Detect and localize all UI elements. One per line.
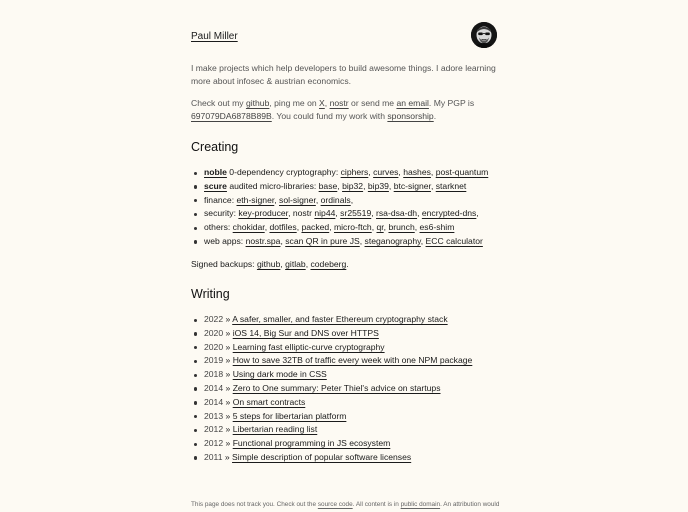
list-item	[191, 396, 511, 410]
list-item	[191, 368, 511, 382]
separator: »	[225, 424, 231, 435]
item-text: security:	[204, 208, 239, 219]
post-year: 2014	[204, 396, 224, 407]
list-item: finance: eth-signer, sol-signer, ordinals,	[191, 194, 511, 208]
contact-text: .	[433, 111, 437, 122]
post-link[interactable]: Simple description of popular software licenses	[232, 451, 412, 462]
separator: »	[225, 327, 231, 338]
list-item: web apps: nostr.spa, scan QR in pure JS, steganography, ECC calculator	[191, 235, 511, 249]
post-year: 2012	[204, 424, 224, 435]
post-link[interactable]: 5 steps for libertarian platform	[232, 410, 347, 421]
post-year: 2020	[204, 327, 224, 338]
post-year: 2011	[204, 451, 223, 462]
project-link[interactable]: packed	[301, 222, 330, 233]
project-link[interactable]: ordinals	[320, 194, 351, 205]
signed-label: Signed backups:	[191, 259, 257, 269]
project-link[interactable]: ciphers	[340, 167, 369, 177]
item-text: web apps:	[204, 235, 246, 246]
x-link[interactable]: X	[319, 98, 325, 108]
list-item	[191, 382, 511, 396]
post-link[interactable]: Libertarian reading list	[232, 424, 318, 435]
project-link[interactable]: ECC calculator	[425, 235, 483, 246]
list-item	[191, 451, 511, 465]
item-text: , nostr	[288, 208, 315, 219]
separator: »	[225, 410, 231, 421]
project-link[interactable]: starknet	[435, 180, 467, 191]
project-link[interactable]: micro-ftch	[333, 222, 372, 233]
post-year: 2019	[204, 355, 224, 366]
home-link[interactable]: Paul Miller	[191, 31, 238, 42]
post-link[interactable]: On smart contracts	[232, 396, 306, 407]
list-item	[191, 341, 511, 355]
post-link[interactable]: Learning fast elliptic-curve cryptography	[232, 341, 385, 352]
header	[191, 0, 497, 58]
item-text: others:	[204, 222, 233, 233]
list-item: noble 0-dependency cryptography: ciphers, curves, hashes, post-quantum	[191, 166, 511, 180]
post-year: 2014	[204, 382, 224, 393]
list-item	[191, 410, 511, 424]
contact-text: . You could fund my work with	[271, 111, 388, 122]
post-link[interactable]: How to save 32TB of traffic every week with one NPM package	[232, 355, 473, 366]
item-text: 0-dependency cryptography:	[226, 167, 341, 177]
project-link[interactable]: chokidar	[232, 222, 265, 233]
project-link[interactable]: es6-shim	[419, 222, 455, 233]
project-link[interactable]: hashes	[403, 167, 431, 177]
list-item: security: key-producer, nostr nip44, sr25519, rsa-dsa-dh, encrypted-dns,	[191, 207, 511, 221]
project-link[interactable]: sr25519	[340, 208, 372, 219]
project-link[interactable]: sol-signer	[279, 194, 316, 205]
writing-heading: Writing	[191, 287, 230, 301]
post-link[interactable]: A safer, smaller, and faster Ethereum cryptography stack	[232, 314, 448, 324]
contact-text: , ping me on	[269, 98, 320, 108]
writing-list	[191, 313, 511, 465]
post-link[interactable]: Zero to One summary: Peter Thiel's advice on startups	[232, 382, 441, 393]
list-item	[191, 327, 511, 341]
project-link[interactable]: rsa-dsa-dh	[376, 208, 418, 219]
post-link[interactable]: iOS 14, Big Sur and DNS over HTTPS	[232, 327, 379, 338]
avatar-portrait-icon	[471, 22, 497, 48]
item-text: finance:	[204, 194, 237, 205]
project-link[interactable]: qr	[376, 222, 384, 233]
project-link[interactable]: eth-signer	[236, 194, 275, 205]
list-item	[191, 437, 511, 451]
separator: »	[225, 314, 231, 324]
project-link[interactable]: bip39	[367, 180, 389, 191]
backup-link[interactable]: github	[256, 259, 281, 269]
creating-heading: Creating	[191, 140, 239, 154]
contact-text: Check out my	[191, 98, 246, 108]
separator: »	[225, 438, 231, 449]
pgp-key-link[interactable]: 697079DA6878B89B	[191, 111, 272, 122]
backup-link[interactable]: codeberg	[310, 259, 347, 269]
scure-link[interactable]	[204, 181, 227, 191]
source-code-link[interactable]: source code	[317, 501, 353, 508]
separator: »	[225, 396, 231, 407]
github-link[interactable]: github	[245, 98, 270, 108]
post-link[interactable]: Using dark mode in CSS	[232, 369, 327, 380]
project-name: scure	[204, 180, 227, 191]
project-link[interactable]: base	[318, 180, 338, 191]
list-item	[191, 313, 511, 327]
contact-text: . My PGP is	[428, 98, 475, 108]
nostr-link[interactable]: nostr	[329, 98, 349, 108]
post-year: 2013	[204, 410, 224, 421]
post-link[interactable]: Functional programming in JS ecosystem	[232, 438, 391, 449]
avatar	[471, 22, 497, 48]
separator: »	[224, 451, 230, 462]
project-link[interactable]: key-producer	[238, 208, 289, 219]
signed-backups: Signed backups: github, gitlab, codeberg.	[191, 259, 349, 269]
project-link[interactable]: scan QR in pure JS	[285, 235, 360, 246]
list-item: scure audited micro-libraries: base, bip32, bip39, btc-signer, starknet	[191, 180, 511, 194]
email-link[interactable]: an email	[396, 98, 429, 108]
contact-text: ,	[324, 98, 330, 108]
project-link[interactable]: btc-signer	[393, 180, 431, 191]
separator: »	[225, 369, 231, 380]
project-link[interactable]: post-quantum	[435, 167, 489, 177]
separator: »	[225, 382, 231, 393]
creating-list	[191, 166, 511, 249]
footer-text: This page does not track you. Check out the	[191, 501, 318, 508]
contact-text: or send me	[348, 98, 397, 108]
item-text: audited micro-libraries:	[226, 180, 319, 191]
post-year: 2018	[204, 369, 224, 380]
sponsorship-link[interactable]: sponsorship	[387, 111, 434, 122]
public-domain-link[interactable]: public domain	[400, 501, 441, 508]
project-link[interactable]: brunch	[388, 222, 415, 233]
footer	[191, 500, 511, 510]
list-item	[191, 354, 511, 368]
backup-link[interactable]: gitlab	[285, 259, 306, 269]
signed-text: .	[346, 259, 349, 269]
project-link[interactable]: steganography	[364, 235, 421, 246]
footer-text: . An attribution would	[440, 501, 500, 508]
project-link[interactable]: dotfiles	[269, 222, 297, 233]
list-item	[191, 423, 511, 437]
separator: »	[225, 341, 231, 352]
project-name: noble	[204, 167, 227, 177]
separator: »	[225, 355, 231, 366]
item-text: ,	[476, 208, 479, 219]
intro-paragraph: I make projects which help developers to build awesome things. I adore learning more about infosec & austrian economics.	[191, 63, 496, 87]
project-link[interactable]: bip32	[342, 180, 364, 191]
post-year: 2012	[204, 438, 224, 449]
item-text: ,	[350, 194, 354, 205]
post-year: 2022	[204, 314, 224, 324]
post-year: 2020	[204, 341, 224, 352]
project-link[interactable]: nostr.spa	[245, 235, 281, 246]
project-link[interactable]: curves	[373, 167, 399, 177]
project-link[interactable]: encrypted-dns	[421, 208, 477, 219]
page-content	[191, 0, 500, 508]
noble-link[interactable]	[204, 167, 227, 177]
list-item: others: chokidar, dotfiles, packed, micro-ftch, qr, brunch, es6-shim	[191, 221, 511, 235]
footer-text: . All content is in	[352, 501, 401, 508]
project-link[interactable]: nip44	[314, 208, 336, 219]
contact-paragraph	[191, 97, 497, 124]
